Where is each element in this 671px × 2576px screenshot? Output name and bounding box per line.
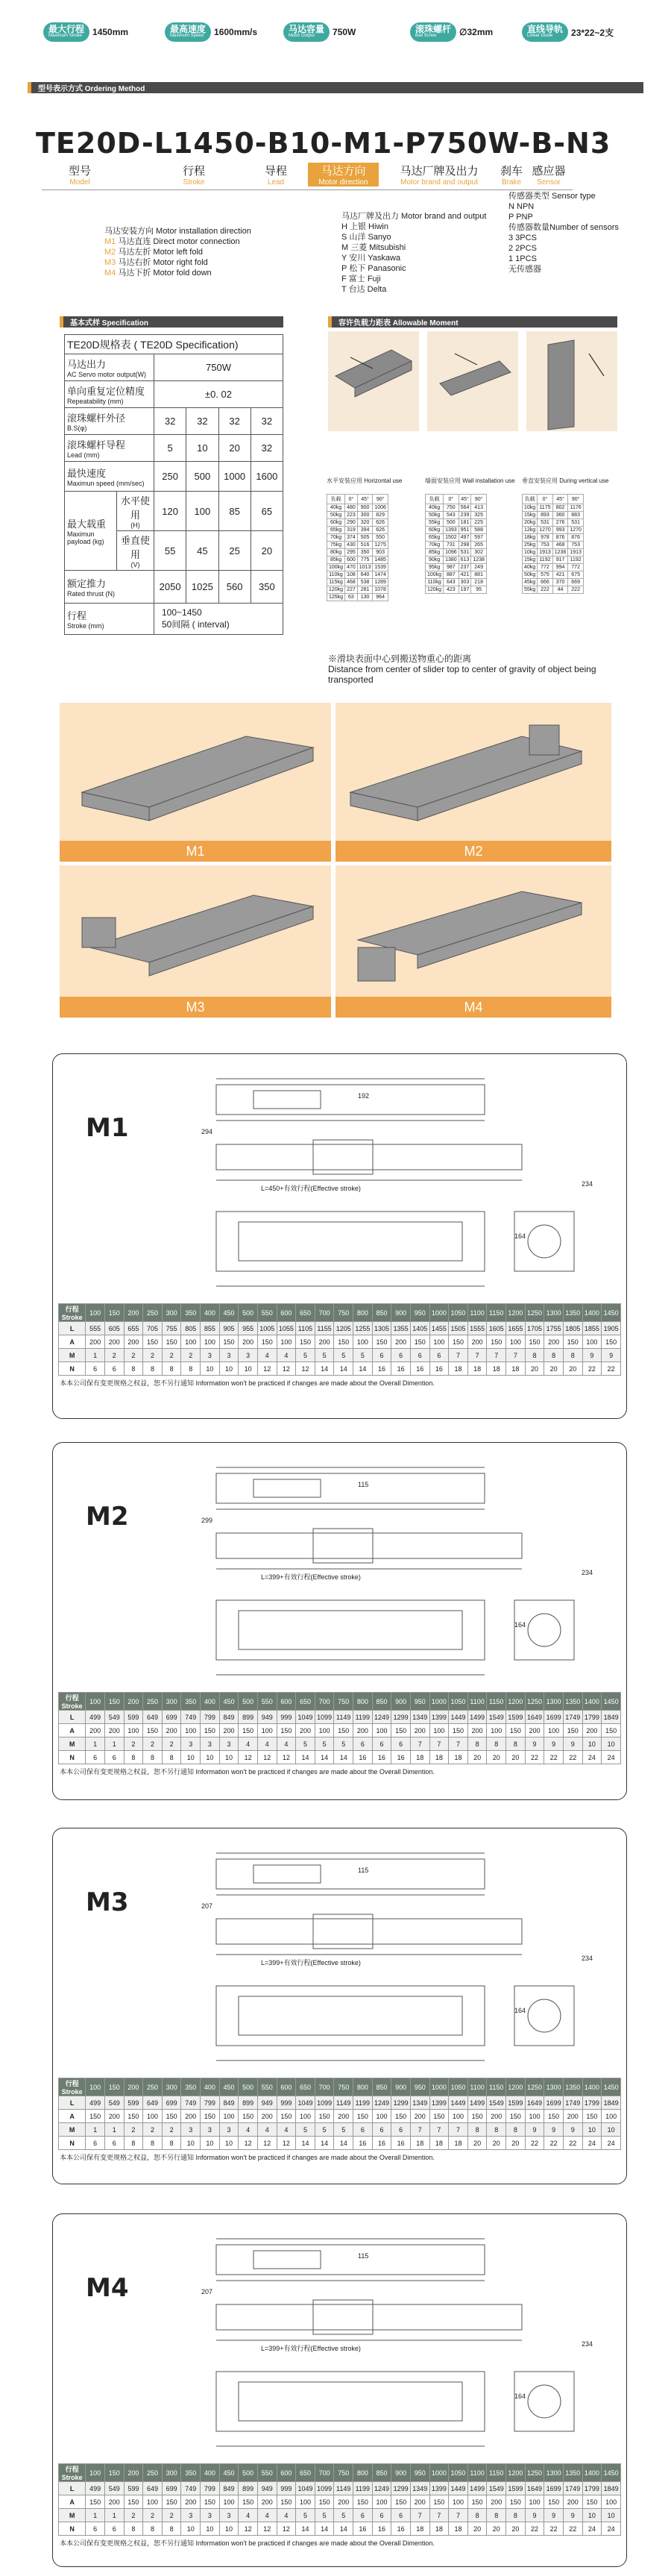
dimension-label: 115 — [358, 2252, 369, 2260]
moment-table-horizontal: 水平安装应用 Horizontal use 负载 0° 45° 90° 40kg 480 900 1006 50kg 223 300 829 60kg 290 320 626 65kg 319 394 626 70kg 374 505 550 75kg 430 516 1275 80kg 295 350 903 85kg 600 775 1485 100kg 470 1013 1539 110kg 108 640 1474 115kg 468 538 1289 120kg 227 281 1078 125kg 63 130 964 — [327, 477, 403, 600]
disclaimer-note: 本本公司保有变更规格之权益，恕不另行通知 Information won't be practiced if changes are made about the Overall Dimention. — [60, 1768, 435, 1776]
dimension-label: 115 — [358, 1867, 369, 1874]
sensor-options: 传感器类型 Sensor type N NPN P PNP 传感器数量Number of sensors 3 3PCS 2 2PCS 1 1PCS 无传感器 — [508, 192, 619, 274]
ordering-section-bar: 型号表示方式 Ordering Method — [28, 82, 643, 93]
label-stroke: 行程 Stroke — [182, 165, 205, 187]
variant-label-m4: M4 — [336, 997, 611, 1018]
dimension-label: 164 — [514, 1232, 526, 1240]
label-lead: 导程 Lead — [264, 165, 287, 187]
label-sensor: 感应器 Sensor — [532, 165, 566, 187]
brand-options: 马达厂牌及出力 Motor brand and output H 上银 Hiwin S 山洋 Sanyo M 三菱 Mitsubishi Y 安川 Yaskawa P 松下 Panasonic F 富士 Fuji T 台达 Delta — [341, 212, 487, 294]
moment-table-vertical: 垂直安装应用 During vertical use 负载 0° 45° 90° 10kg 1175 802 1176 15kg 893 360 883 20kg 531 276 531 12kg 1270 993 1270 18kg 978 876 876 25kg 753 468 753 10kg 1913 1236 1913 15kg 1192 917 1192 40kg 772 994 772 50kg 575 421 675 45kg 666 370 669 55kg 222 44 222 — [522, 477, 609, 592]
technical-drawing — [194, 1451, 611, 1697]
drawing-title: M3 — [86, 1887, 129, 1917]
spec-section-bar: 基本式样 Specification — [60, 316, 283, 328]
label-motor-brand: 马达厂牌及出力 Motor brand and output — [400, 165, 479, 187]
drawing-title: M1 — [86, 1113, 129, 1143]
variant-label-m3: M3 — [60, 997, 331, 1018]
disclaimer-note: 本本公司保有变更规格之权益，恕不另行通知 Information won't be practiced if changes are made about the Overall Dimention. — [60, 2154, 435, 2161]
dimension-label: 299 — [201, 1517, 213, 1524]
label-brake: 刹车 Brake — [500, 165, 523, 187]
spec-table: TE20D规格表 ( TE20D Specification) 马达出力 AC Servo motor output(W) 750W 单向重复定位精度 Repeatability (mm) ±0. 02 滚珠螺杆外径 B.S(φ) 32 32 32 32 滚珠螺杆导程 Lead (mm) 5 10 20 32 最快速度 Maximun speed (mm/sec) 250 500 1000 1600 最大载重 Maximun payload (kg) 水平使用 (H) 120 100 85 65 垂直使用 (V) 55 45 25 20 额定推力 Rated thrust (N) 2050 1025 560 350 行程 Stroke (mm) 100~1450 50间隔 ( interval) — [64, 334, 283, 635]
dimension-label: 164 — [514, 2392, 526, 2400]
dimension-label: 164 — [514, 2007, 526, 2014]
variant-label-m1: M1 — [60, 841, 331, 862]
disclaimer-note: 本本公司保有变更规格之权益，恕不另行通知 Information won't be practiced if changes are made about the Overall Dimention. — [60, 1379, 435, 1387]
drawing-title: M2 — [86, 1502, 129, 1532]
moment-table-wall: 墙面安装应用 Wall installation use 负载 0° 45° 90° 40kg 750 564 413 50kg 543 239 325 55kg 500 181 225 60kg 1393 951 588 65kg 1502 497 597 70kg 731 298 265 85kg 1096 531 302 90kg 1380 613 1238 95kg 987 237 249 100kg 887 421 881 110kg 643 303 218 120kg 423 197 95 — [425, 477, 515, 592]
model-code: TE20D-L1450-B10-M1-P750W-B-N3 — [36, 127, 611, 160]
dimension-label: 294 — [201, 1128, 213, 1135]
drawing-title: M4 — [86, 2273, 129, 2303]
stroke-table: 行程Stroke 100 150 200 250 300 350 400 450 500 550 600 650 700 750 800 850 900 950 1000 1050 1100 1150 1200 1250 1300 1350 1400 1450 L 499 549 599 649 699 749 799 849 899 949 999 1049 1099 1149 1199 1249 1299 1349 1399 1449 1499 1549 1599 1649 1699 1749 1799 1849 A 150 200 150 100 150 200 150 100 150 200 150 100 150 200 150 100 150 200 150 100 150 200 150 100 150 200 150 100 M 1 1 2 2 2 3 3 3 4 4 4 5 5 5 6 6 6 7 7 7 8 8 8 9 9 9 10 10 N 6 6 8 8 8 10 10 10 12 12 12 14 14 14 16 16 16 18 18 18 20 20 20 22 22 22 24 24 — [58, 2078, 621, 2150]
variant-label-m2: M2 — [336, 841, 611, 862]
stroke-table: 行程Stroke 100 150 200 250 300 350 400 450 500 550 600 650 700 750 800 850 900 950 1000 1050 1100 1150 1200 1250 1300 1350 1400 1450 L 555 605 655 705 755 805 855 905 955 1005 1055 1105 1155 1205 1255 1305 1355 1405 1455 1505 1555 1605 1655 1705 1755 1805 1855 1905 A 200 200 200 150 150 100 100 150 200 150 100 150 200 150 100 150 200 150 100 150 200 150 100 150 200 150 100 150 M 1 2 2 2 2 2 3 3 3 4 4 5 5 5 5 6 6 6 6 7 7 7 7 8 8 8 9 9 N 6 6 8 8 8 8 10 10 10 12 12 12 14 14 14 16 16 16 16 18 18 18 18 20 20 20 22 22 — [58, 1303, 621, 1376]
badge-2: 马达容量 Motor Output 750W — [283, 22, 356, 42]
dimension-label: 234 — [582, 1180, 593, 1188]
technical-drawing — [194, 2222, 611, 2469]
moment-diagrams — [328, 331, 617, 436]
badge-0: 最大行程 Maximum Stroke 1450mm — [43, 22, 128, 42]
badge-1: 最高速度 Maximum Speed 1600mm/s — [165, 22, 257, 42]
dimension-label: 115 — [358, 1481, 369, 1488]
dimension-label: 234 — [582, 1569, 593, 1576]
stroke-table: 行程Stroke 100 150 200 250 300 350 400 450 500 550 600 650 700 750 800 850 900 950 1000 1050 1100 1150 1200 1250 1300 1350 1400 1450 L 499 549 599 649 699 749 799 849 899 949 999 1049 1099 1149 1199 1249 1299 1349 1399 1449 1499 1549 1599 1649 1699 1749 1799 1849 A 150 200 150 100 150 200 150 100 150 200 150 100 150 200 150 100 150 200 150 100 150 200 150 100 150 200 150 100 M 1 1 2 2 2 3 3 3 4 4 4 5 5 5 6 6 6 7 7 7 8 8 8 9 9 9 10 10 N 6 6 8 8 8 10 10 10 12 12 12 14 14 14 16 16 16 18 18 18 20 20 20 22 22 22 24 24 — [58, 2463, 621, 2536]
moment-note: ※滑块表面中心到搬送物重心的距离 Distance from center of slider top to center of gravity of object being transported — [328, 654, 596, 685]
length-label: L=399+有效行程(Effective stroke) — [261, 1959, 361, 1967]
dimension-label: 207 — [201, 2288, 213, 2295]
length-label: L=450+有效行程(Effective stroke) — [261, 1185, 361, 1192]
disclaimer-note: 本本公司保有变更规格之权益，恕不另行通知 Information won't be practiced if changes are made about the Overall Dimention. — [60, 2539, 435, 2547]
length-label: L=399+有效行程(Effective stroke) — [261, 1573, 361, 1581]
dimension-label: 234 — [582, 1955, 593, 1962]
dimension-label: 164 — [514, 1621, 526, 1629]
technical-drawing — [194, 1837, 611, 2083]
dimension-label: 207 — [201, 1902, 213, 1910]
badge-4: 直线导轨 Linear Guide 23*22~2支 — [522, 22, 614, 42]
direction-options: 马达安装方向 Motor installation direction M1 马达直连 Direct motor connection M2 马达左折 Motor left fold M3 马达右折 Motor right fold M4 马达下折 Motor fold down — [104, 227, 251, 278]
divider — [42, 189, 573, 190]
photo-m3 — [60, 865, 331, 997]
label-motor-direction: 马达方向 Motor direction — [308, 163, 379, 187]
photo-m4 — [336, 865, 611, 997]
badge-3: 滚珠螺杆 Ball Screw ∅32mm — [410, 22, 493, 42]
technical-drawing — [194, 1062, 611, 1309]
moment-diagram-svg — [328, 331, 617, 436]
length-label: L=399+有效行程(Effective stroke) — [261, 2345, 361, 2352]
dimension-label: 192 — [358, 1092, 370, 1100]
dimension-label: 234 — [582, 2340, 593, 2348]
photo-m1 — [60, 703, 331, 841]
photo-m2 — [336, 703, 611, 841]
label-model: 型号 Model — [68, 165, 91, 187]
stroke-table: 行程Stroke 100 150 200 250 300 350 400 450 500 550 600 650 700 750 800 850 900 950 1000 1050 1100 1150 1200 1250 1300 1350 1400 1450 L 499 549 599 649 699 749 799 849 899 949 999 1049 1099 1149 1199 1249 1299 1349 1399 1449 1499 1549 1599 1649 1699 1749 1799 1849 A 200 200 100 150 200 100 150 200 150 100 150 200 100 150 200 100 150 200 100 150 200 100 150 200 100 150 200 150 M 1 1 2 2 2 3 3 3 4 4 4 5 5 5 6 6 6 7 7 7 8 8 8 9 9 9 10 10 N 6 6 8 8 8 10 10 10 12 12 12 14 14 14 16 16 16 18 18 18 20 20 20 22 22 22 24 24 — [58, 1692, 621, 1764]
moment-section-bar: 容许负载力距表 Allowable Moment — [328, 316, 617, 328]
